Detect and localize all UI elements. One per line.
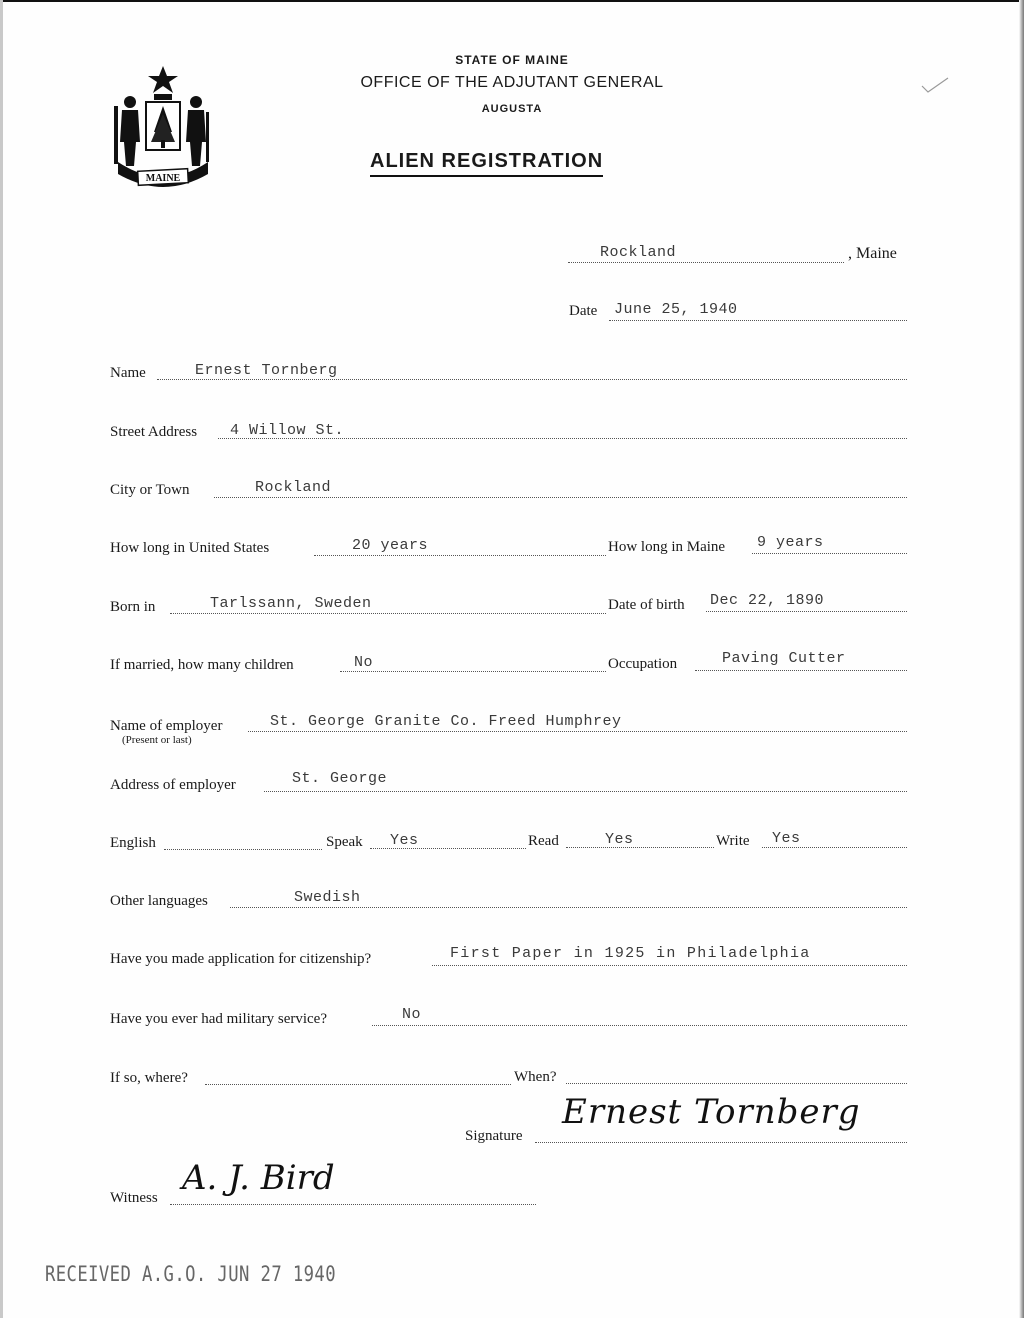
place-value: Rockland bbox=[600, 244, 677, 261]
place-suffix: , Maine bbox=[848, 245, 897, 262]
occupation-value: Paving Cutter bbox=[722, 650, 846, 667]
speak-label: Speak bbox=[326, 834, 363, 850]
signature-handwriting: Ernest Tornberg bbox=[562, 1092, 861, 1132]
scan-border-right bbox=[1019, 0, 1024, 1318]
employer-label: Name of employer bbox=[110, 718, 223, 734]
signature-line bbox=[535, 1142, 907, 1143]
employer-address-value: St. George bbox=[292, 770, 388, 787]
street-label: Street Address bbox=[110, 424, 198, 440]
born-label: Born in bbox=[110, 599, 156, 615]
maine-years-value: 9 years bbox=[757, 534, 824, 551]
other-languages-value: Swedish bbox=[294, 889, 361, 906]
english-line bbox=[164, 849, 322, 850]
citizenship-value: First Paper in 1925 in Philadelphia bbox=[450, 945, 811, 962]
employer-address-line bbox=[264, 791, 907, 792]
name-label: Name bbox=[110, 365, 146, 381]
office-heading: OFFICE OF THE ADJUTANT GENERAL bbox=[360, 74, 664, 91]
citizenship-line bbox=[432, 965, 907, 966]
occupation-label: Occupation bbox=[608, 656, 678, 672]
occupation-line bbox=[695, 670, 907, 671]
read-line bbox=[566, 847, 714, 848]
employer-sublabel: (Present or last) bbox=[122, 734, 192, 746]
us-years-value: 20 years bbox=[352, 537, 429, 554]
maine-years-label: How long in Maine bbox=[608, 539, 726, 555]
born-line bbox=[170, 613, 606, 614]
name-line bbox=[157, 379, 907, 380]
military-line bbox=[372, 1025, 907, 1026]
read-label: Read bbox=[528, 833, 559, 849]
where-label: If so, where? bbox=[110, 1070, 188, 1086]
city-heading: AUGUSTA bbox=[481, 103, 543, 115]
scan-border-left bbox=[0, 0, 3, 1318]
seal-motto: MAINE bbox=[145, 173, 181, 184]
form-title: ALIEN REGISTRATION bbox=[370, 150, 603, 177]
dob-value: Dec 22, 1890 bbox=[710, 592, 825, 609]
write-label: Write bbox=[716, 833, 750, 849]
date-line bbox=[609, 320, 907, 321]
city-value: Rockland bbox=[255, 479, 332, 496]
when-label: When? bbox=[514, 1069, 557, 1085]
scan-border-top bbox=[0, 0, 1024, 2]
children-label: If married, how many children bbox=[110, 657, 294, 673]
received-stamp: RECEIVED A.G.O. JUN 27 1940 bbox=[45, 1262, 336, 1286]
other-languages-label: Other languages bbox=[110, 893, 208, 909]
street-value: 4 Willow St. bbox=[230, 422, 345, 439]
date-value: June 25, 1940 bbox=[614, 301, 738, 318]
dob-line bbox=[706, 611, 907, 612]
speak-value: Yes bbox=[390, 832, 419, 849]
citizenship-label: Have you made application for citizenship? bbox=[110, 951, 372, 967]
children-line bbox=[340, 671, 606, 672]
dob-label: Date of birth bbox=[608, 597, 685, 613]
witness-label: Witness bbox=[110, 1190, 158, 1206]
other-languages-line bbox=[230, 907, 907, 908]
children-value: No bbox=[354, 654, 374, 671]
place-line bbox=[568, 262, 844, 263]
employer-address-label: Address of employer bbox=[110, 777, 236, 793]
read-value: Yes bbox=[605, 831, 634, 848]
witness-line bbox=[170, 1204, 536, 1205]
city-label: City or Town bbox=[110, 482, 190, 498]
military-label: Have you ever had military service? bbox=[110, 1011, 327, 1027]
check-mark-icon bbox=[920, 76, 950, 96]
witness-handwriting: A. J. Bird bbox=[182, 1158, 335, 1198]
write-value: Yes bbox=[772, 830, 801, 847]
write-line bbox=[762, 847, 907, 848]
maine-years-line bbox=[752, 553, 907, 554]
where-line bbox=[205, 1084, 511, 1085]
name-value: Ernest Tornberg bbox=[195, 362, 338, 379]
signature-label: Signature bbox=[465, 1128, 523, 1144]
military-value: No bbox=[402, 1006, 422, 1023]
city-line bbox=[214, 497, 907, 498]
us-years-label: How long in United States bbox=[110, 540, 270, 556]
employer-value: St. George Granite Co. Freed Humphrey bbox=[270, 713, 622, 730]
when-line bbox=[566, 1083, 907, 1084]
born-value: Tarlssann, Sweden bbox=[210, 595, 372, 612]
date-label: Date bbox=[569, 303, 598, 319]
english-label: English bbox=[110, 835, 156, 851]
us-years-line bbox=[314, 555, 606, 556]
state-heading: STATE OF MAINE bbox=[455, 53, 569, 67]
employer-line bbox=[248, 731, 907, 732]
